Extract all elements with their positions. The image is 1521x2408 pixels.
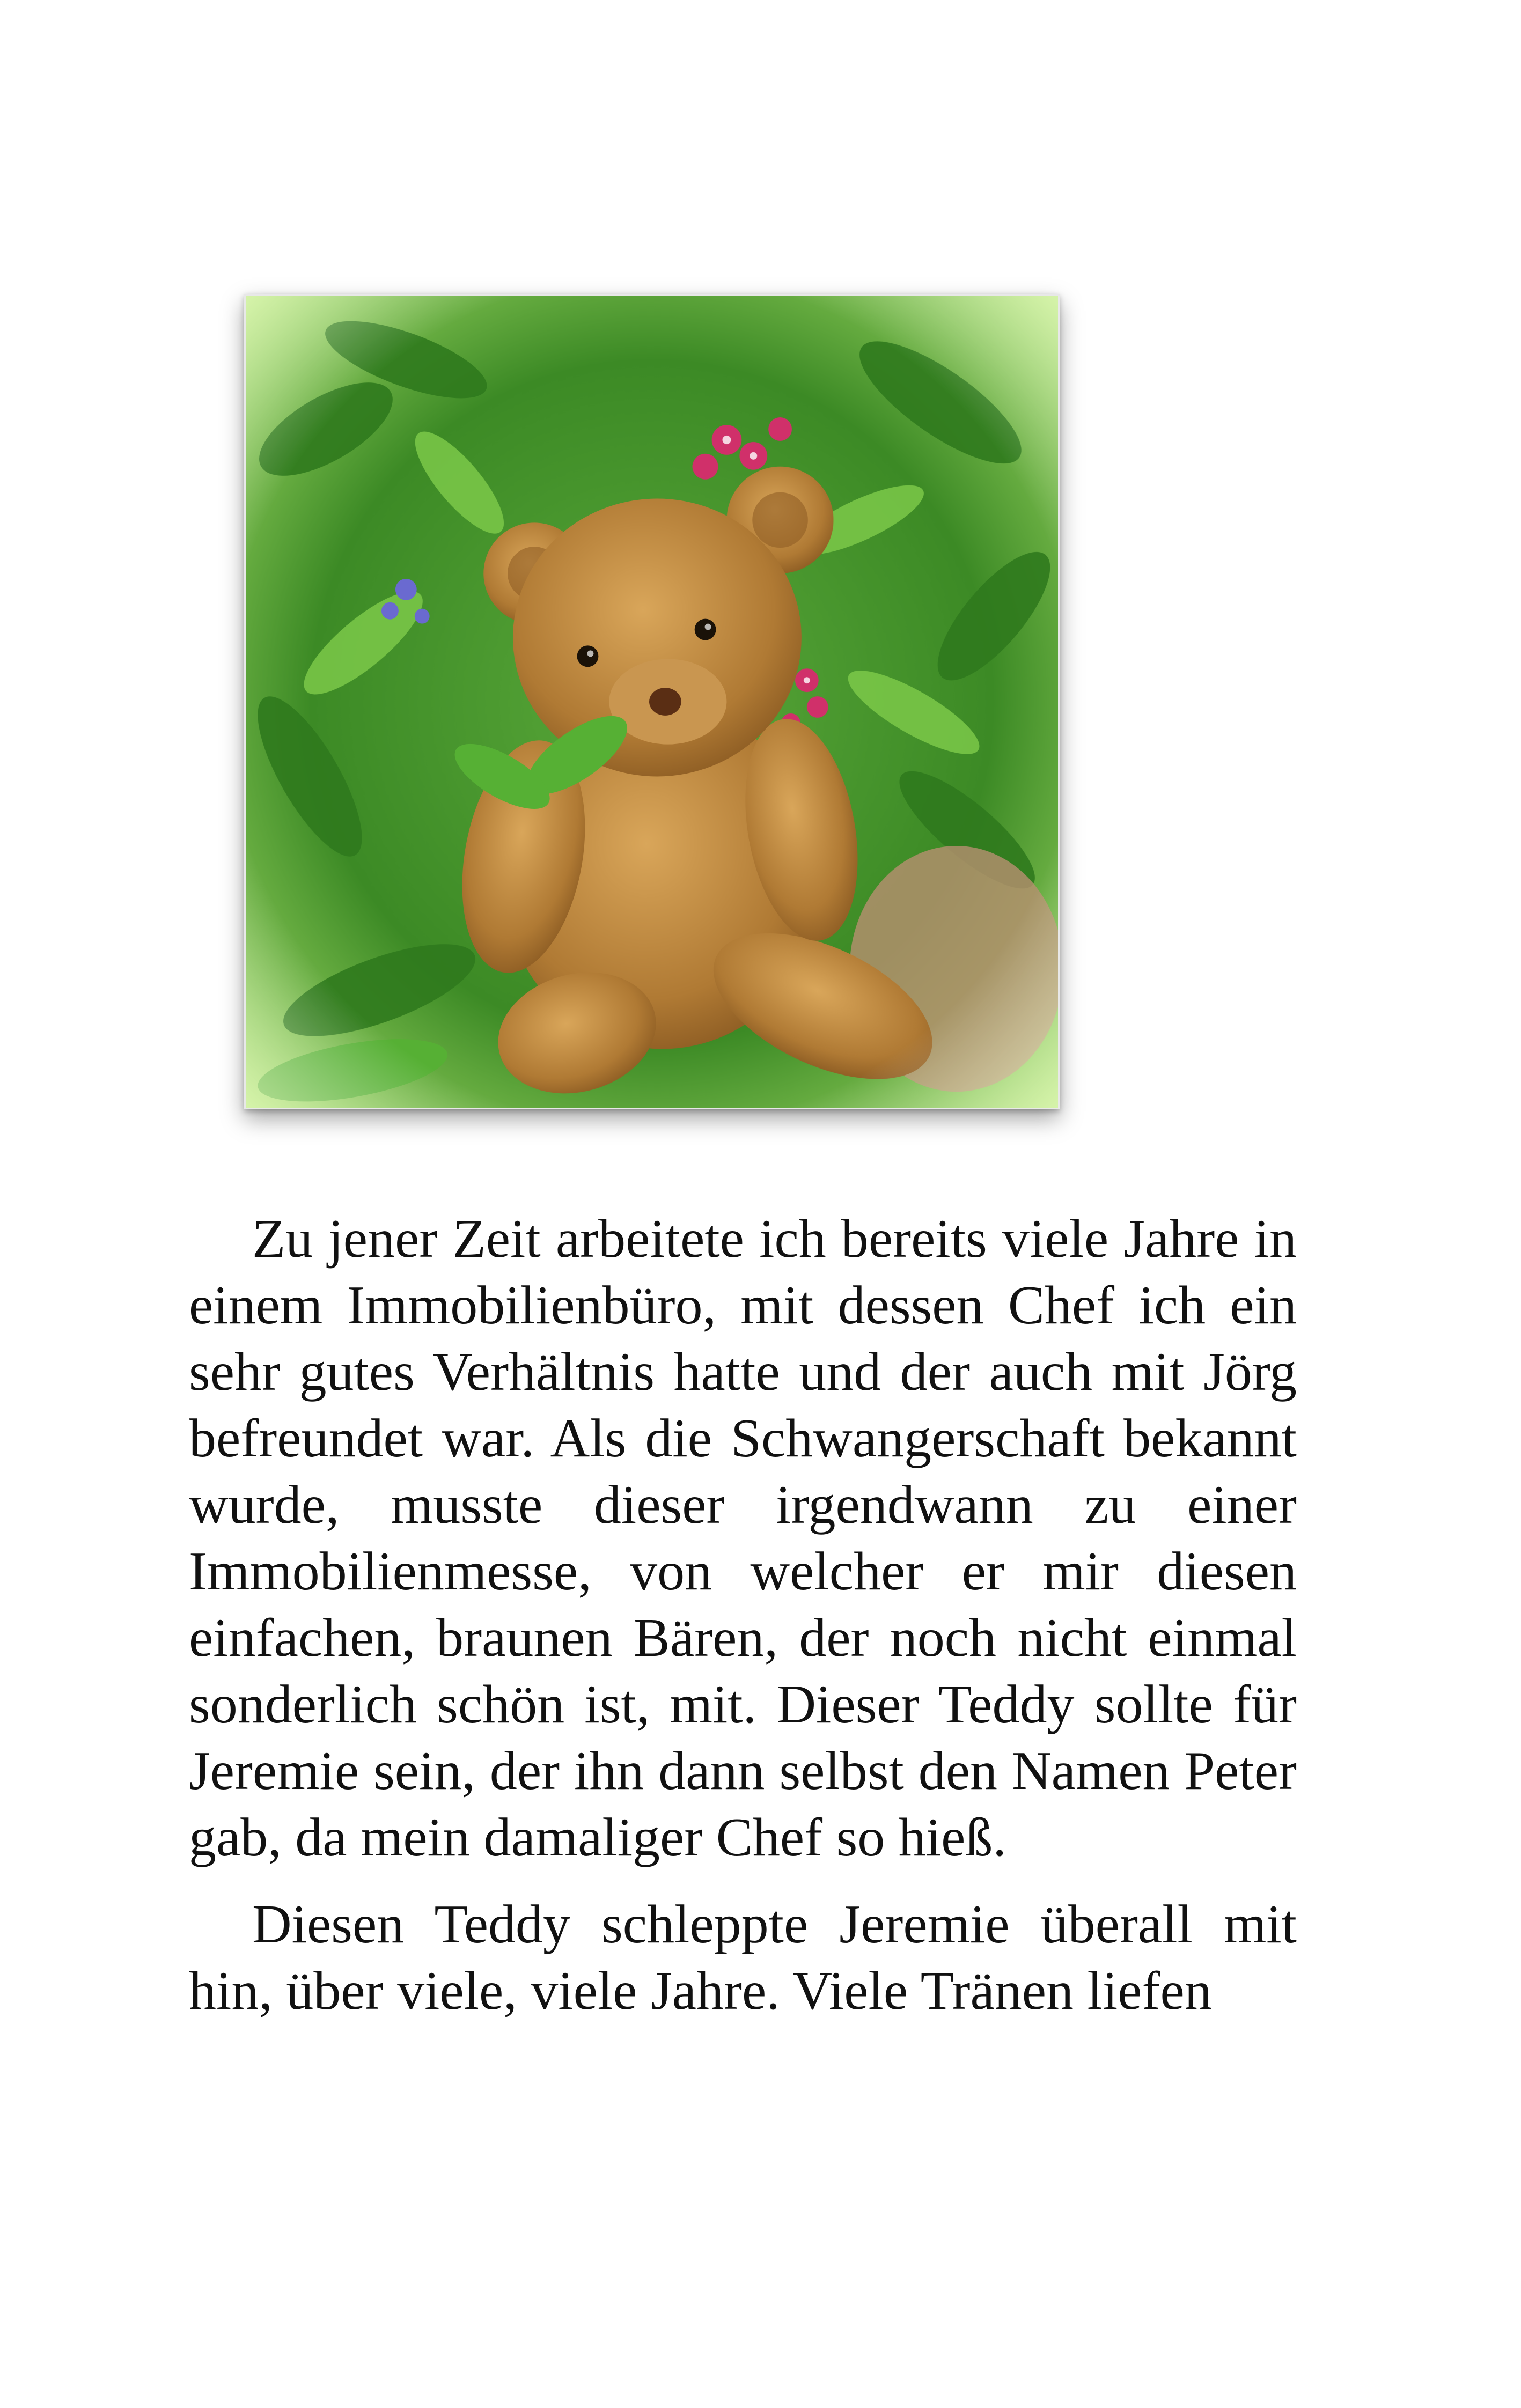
paragraph-1: Zu jener Zeit arbeitete ich bereits viele Jahre in einem Immobilienbüro, mit dessen Chef ich ein sehr gutes Verhältnis hatte und der auch mit Jörg befreundet war. Als die Schwangerschaft bekannt wurde, musste dieser irgendwann zu einer Immobilienmesse, von welcher er mir diesen einfachen, braunen Bären, der noch nicht einmal sonderlich schön ist, mit. Dieser Teddy sollte für Jeremie sein, der ihn dann selbst den Namen Peter gab, da mein damaliger Chef so hieß. <box>189 1209 1297 1868</box>
teddy-bear-photo <box>244 294 1060 1109</box>
body-text <box>189 1206 1297 2045</box>
paragraph-2: Diesen Teddy schleppte Jeremie überall mit hin, über viele, viele Jahre. Viele Tränen liefen <box>189 1894 1297 2021</box>
teddy-bear-illustration <box>246 296 1058 1108</box>
